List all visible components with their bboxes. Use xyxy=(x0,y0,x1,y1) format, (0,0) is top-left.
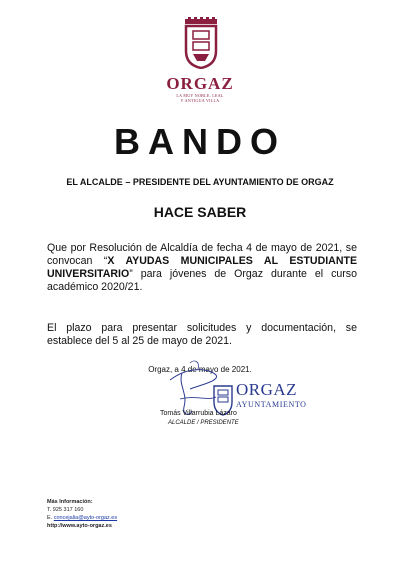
signatory-role: ALCALDE / PRESIDENTE xyxy=(168,420,239,426)
website-link[interactable]: http://www.ayto-orgaz.es xyxy=(47,523,112,529)
stamp-title: ORGAZ xyxy=(236,380,298,399)
section-heading: HACE SABER xyxy=(153,204,247,220)
email-link[interactable]: concejalia@ayto-orgaz.es xyxy=(53,515,118,521)
announcement-highlight: X AYUDAS MUNICIPALES AL ESTUDIANTE UNIVERSITARIO xyxy=(47,255,358,280)
footer-phone: T. 925 317 160 xyxy=(47,507,84,513)
paragraph-deadline: El plazo para presentar solicitudes y documentación, se establece del 5 al 25 de mayo de 2021. xyxy=(47,322,357,347)
paragraph-announcement: Que por Resolución de Alcaldía de fecha 4 de mayo de 2021, se convocan “X AYUDAS MUNICIPALES AL ESTUDIANTE UNIVERSITARIO” para jóvenes de Orgaz durante el curso académico 2020/21. xyxy=(47,242,358,293)
logo-wordmark: ORGAZ xyxy=(166,74,234,93)
orgaz-crest-icon xyxy=(183,17,219,69)
place-date: Orgaz, a 4 de mayo de 2021. xyxy=(148,365,252,374)
document-title: BANDO xyxy=(114,121,286,162)
issuer-line: EL ALCALDE – PRESIDENTE DEL AYUNTAMIENTO DE ORGAZ xyxy=(66,177,334,187)
stamp-subtitle: AYUNTAMIENTO xyxy=(236,400,307,409)
contact-footer: Más Información: T. 925 317 160 E. concejalia@ayto-orgaz.es http://www.ayto-orgaz.es xyxy=(47,499,118,529)
logo-tagline: LA MUY NOBLE, LEAL Y ANTIGUA VILLA xyxy=(176,93,224,103)
footer-heading: Más Información: xyxy=(47,499,93,505)
signatory-name: Tomás Villarrubia Lázaro xyxy=(160,410,237,417)
